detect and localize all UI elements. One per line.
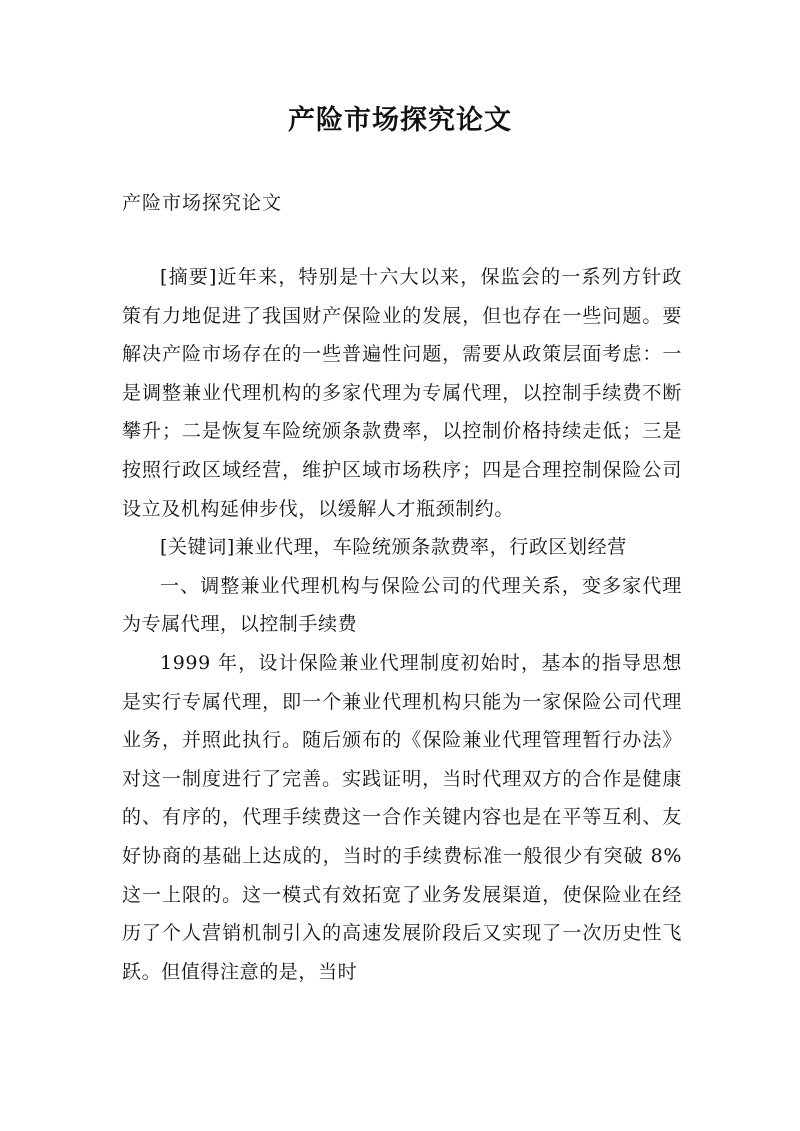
keywords-paragraph: [关键词]兼业代理，车险统颁条款费率，行政区划经营 [160, 536, 627, 559]
document-subtitle: 产险市场探究论文 [122, 192, 283, 214]
section-heading: 一、调整兼业代理机构与保险公司的代理关系，变多家代理为专属代理，以控制手续费 [122, 574, 682, 636]
document-title: 产险市场探究论文 [288, 105, 512, 136]
abstract-paragraph: [摘要]近年来，特别是十六大以来，保监会的一系列方针政策有力地促进了我国财产保险业的发展，但也存在一些问题。要解决产险市场存在的一些普遍性问题，需要从政策层面考虑：一是调整兼业代理机构的多家代理为专属代理，以控制手续费不断攀升；二是恢复车险统颁条款费率，以控制价格持续走低；三是按照行政区域经营，维护区域市场秩序；四是合理控制保险公司设立及机构延伸步伐，以缓解人才瓶颈制约。 [122, 266, 682, 520]
body-paragraph: 1999 年，设计保险兼业代理制度初始时，基本的指导思想是实行专属代理，即一个兼业代理机构只能为一家保险公司代理业务，并照此执行。随后颁布的《保险兼业代理管理暂行办法》对这一制度进行了完善。实践证明，当时代理双方的合作是健康的、有序的，代理手续费这一合作关键内容也是在平等互利、友好协商的基础上达成的，当时的手续费标准一般很少有突破 8%这一上限的。这一模式有效拓宽了业务发展渠道，使保险业在经历了个人营销机制引入的高速发展阶段后又实现了一次历史性飞跃。但值得注意的是，当时 [122, 651, 682, 983]
document-body [122, 258, 682, 991]
